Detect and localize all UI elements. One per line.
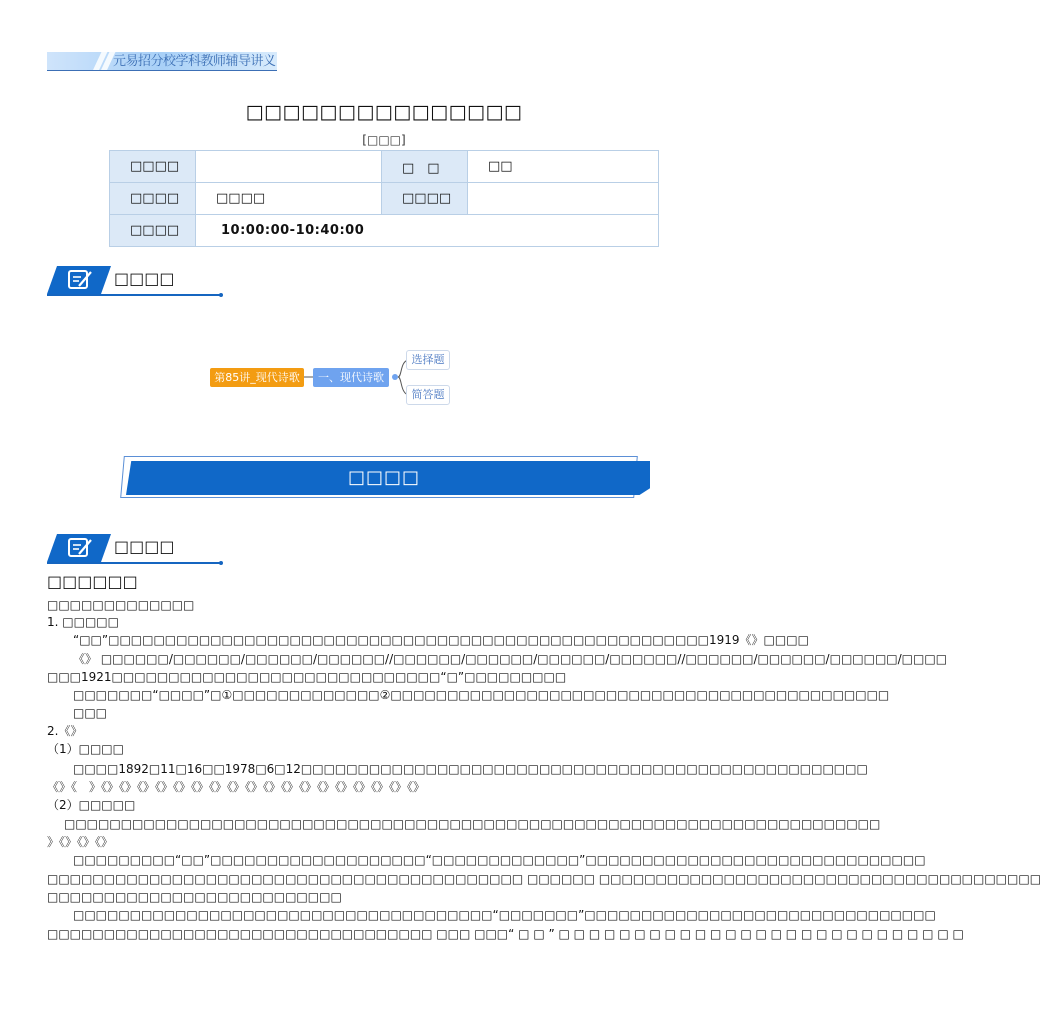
- table-value: [468, 183, 659, 215]
- table-label: □□□□: [110, 183, 196, 215]
- table-label: □□□□: [382, 183, 468, 215]
- body-line: □□□□□□□□□“□□”□□□□□□□□□□□□□□□□□□□“□□□□□□□□□□□□□”□□□□□□□□□□□□□□□□□□□□□□□□□□□□□□: [73, 853, 926, 867]
- table-value: [196, 151, 382, 183]
- body-line: 2.《》: [47, 724, 83, 738]
- body-line: □□□□□□□□□□□□□: [47, 598, 195, 612]
- time-value: 10:00:00-10:40:00: [196, 215, 659, 247]
- document-title: □□□□□□□□□□□□□□□: [245, 101, 523, 123]
- body-line: （2）□□□□□: [47, 798, 136, 812]
- body-line: 《》 □□□□□□/□□□□□□/□□□□□□/□□□□□□//□□□□□□/□□□□□□/□□□□□□/□□□□□□//□□□□□□/□□□□□□/□□□□□□/□□□□: [73, 652, 948, 666]
- section-title: □□□□: [114, 269, 175, 288]
- table-label: □ □: [382, 151, 468, 183]
- body-line: □□□1921□□□□□□□□□□□□□□□□□□□□□□□□□□□□□“□”□□□□□□□□□: [47, 670, 567, 684]
- body-line: □□□□□□□□□□□□□□□□□□□□□□□□□□□□□□□□□□□□□□□□□□□□□□□□□□□□□□□□□□□□□□□□□□□□□□□□: [64, 817, 881, 831]
- header-banner: [47, 52, 277, 71]
- table-row: [110, 183, 659, 215]
- body-line: □□□□□□□□□□□□□□□□□□□□□□□□□□□□□□□□□□□□□“□□□□□□□”□□□□□□□□□□□□□□□□□□□□□□□□□□□□□□□: [73, 908, 936, 922]
- mindmap-leaf-node[interactable]: 简答题: [406, 385, 450, 405]
- table-label: □□□□: [110, 215, 196, 247]
- body-line: “□□”□□□□□□□□□□□□□□□□□□□□□□□□□□□□□□□□□□□□□□□□□□□□□□□□□□□□□1919《》□□□□: [73, 633, 809, 647]
- body-line: 》《》《》《》: [47, 835, 114, 849]
- body-line: □□□□□□□□□□□□□□□□□□□□□□□□□□□□□□□□□□ □□□ □□□“ □ □ ” □ □ □ □ □ □ □ □ □ □ □ □ □ □ □ □ □ □ □ □ □ □ □ □ □ □ □: [47, 927, 964, 941]
- banner-text: 元易招分校学科教师辅导讲义: [113, 54, 276, 69]
- table-value: □□□□: [196, 183, 382, 215]
- info-table: [109, 150, 659, 247]
- document-subtitle: [□□□]: [362, 133, 406, 147]
- mindmap-root-node[interactable]: 第85讲_现代诗歌: [210, 368, 304, 387]
- edit-note-icon: [47, 534, 111, 562]
- body-line: □□□□□□□□□□□□□□□□□□□□□□□□□□□□□□□□□□□□□□□□□□ □□□□□□ □□□□□□□□□□□□□□□□□□□□□□□□□□□□□□□□□□□□□□□: [47, 872, 1041, 886]
- body-line: □□□□□□□□□□□□□□□□□□□□□□□□□□: [47, 890, 342, 904]
- table-row: [110, 151, 659, 183]
- body-heading: □□□□□□: [47, 572, 138, 591]
- section-header: [47, 534, 227, 566]
- table-value: □□: [468, 151, 659, 183]
- mindmap-mid-node[interactable]: 一、现代诗歌: [313, 368, 389, 387]
- section-header: [47, 266, 227, 298]
- table-row: [110, 215, 659, 247]
- body-line: 《》《 》《》《》《》《》《》《》《》《》《》《》《》《》《》《》《》《》《》《》: [47, 780, 426, 794]
- body-line: 1. □□□□□: [47, 615, 119, 629]
- band-title: □□□□: [347, 467, 421, 488]
- mindmap-leaf-node[interactable]: 选择题: [406, 350, 450, 370]
- section-title: □□□□: [114, 537, 175, 556]
- table-label: □□□□: [110, 151, 196, 183]
- body-line: □□□□1892□11□16□□1978□6□12□□□□□□□□□□□□□□□□□□□□□□□□□□□□□□□□□□□□□□□□□□□□□□□□□□: [73, 762, 868, 776]
- edit-note-icon: [47, 266, 111, 294]
- body-line: □□□□□□□“□□□□”□①□□□□□□□□□□□□□②□□□□□□□□□□□□□□□□□□□□□□□□□□□□□□□□□□□□□□□□□□□□: [73, 688, 890, 702]
- body-line: □□□: [73, 706, 108, 720]
- body-line: （1）□□□□: [47, 742, 124, 756]
